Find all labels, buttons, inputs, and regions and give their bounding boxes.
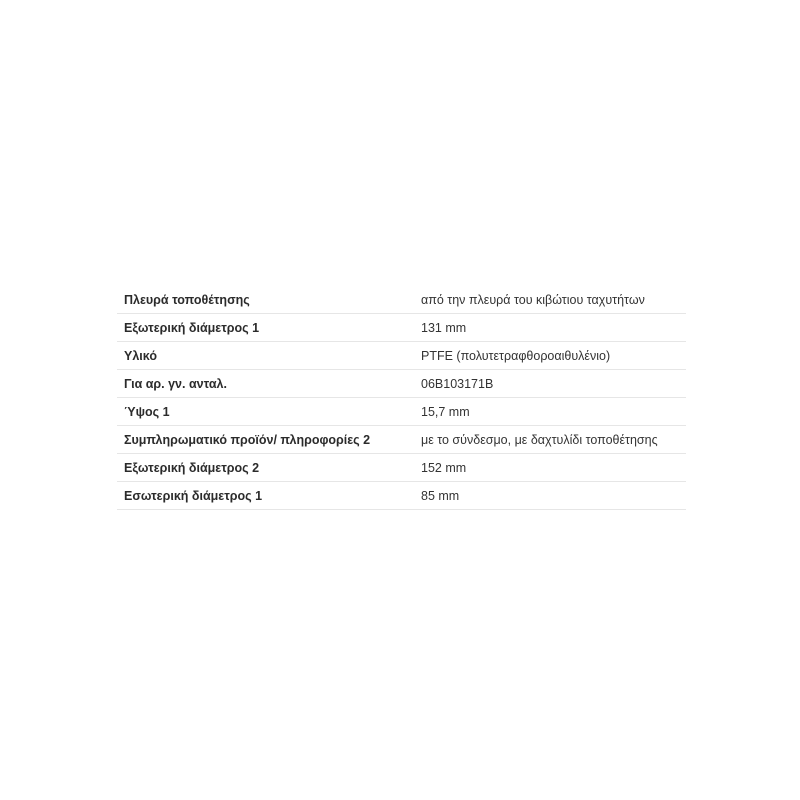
spec-label: Πλευρά τοποθέτησης — [117, 286, 414, 314]
spec-label: Για αρ. γν. ανταλ. — [117, 370, 414, 398]
spec-label: Ύψος 1 — [117, 398, 414, 426]
table-row — [117, 370, 686, 398]
table-row — [117, 454, 686, 482]
table-row — [117, 398, 686, 426]
spec-value: 15,7 mm — [414, 398, 686, 426]
spec-label: Υλικό — [117, 342, 414, 370]
spec-value: από την πλευρά του κιβώτιου ταχυτήτων — [414, 286, 686, 314]
spec-label: Συμπληρωματικό προϊόν/ πληροφορίες 2 — [117, 426, 414, 454]
table-row — [117, 342, 686, 370]
table-row — [117, 482, 686, 510]
spec-value: 152 mm — [414, 454, 686, 482]
spec-label: Εξωτερική διάμετρος 1 — [117, 314, 414, 342]
table-row — [117, 314, 686, 342]
spec-label: Εξωτερική διάμετρος 2 — [117, 454, 414, 482]
table-row — [117, 286, 686, 314]
spec-value: PTFE (πολυτετραφθοροαιθυλένιο) — [414, 342, 686, 370]
table-row — [117, 426, 686, 454]
spec-value: με το σύνδεσμο, με δαχτυλίδι τοποθέτησης — [414, 426, 686, 454]
specifications-table — [117, 286, 686, 510]
spec-value: 131 mm — [414, 314, 686, 342]
spec-label: Εσωτερική διάμετρος 1 — [117, 482, 414, 510]
spec-value: 06B103171B — [414, 370, 686, 398]
spec-value: 85 mm — [414, 482, 686, 510]
